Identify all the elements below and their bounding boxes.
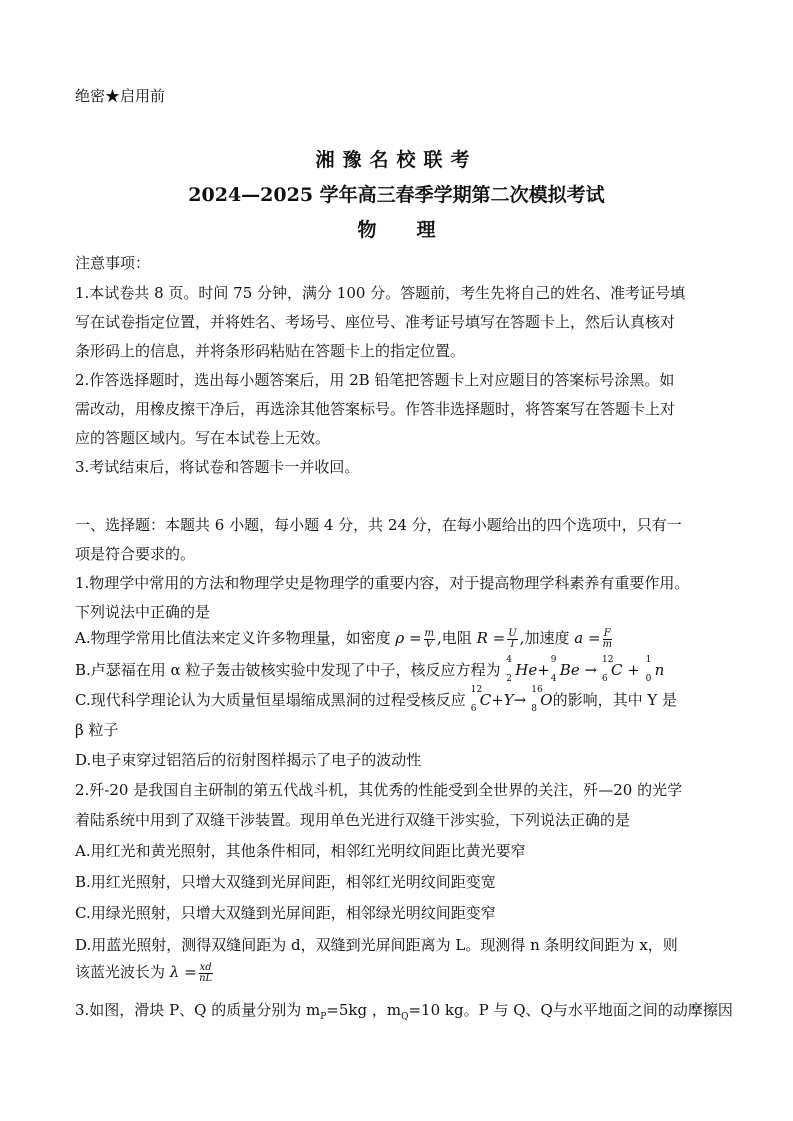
notice-heading: 注意事项： bbox=[75, 254, 151, 272]
q3-sub-p: P bbox=[320, 1012, 327, 1022]
secret-mark: 绝密★启用前 bbox=[75, 87, 166, 105]
q2-d-text: 该蓝光波长为 bbox=[75, 963, 166, 981]
q2-option-d-1: D.用蓝光照射，测得双缝间距为 d，双缝到光屏间距离为 L。现测得 n 条明纹间距为 x，则 bbox=[75, 936, 678, 954]
q1-c-equation: 12 6 C+Y→ 16 8 O bbox=[470, 685, 553, 714]
q1-a-mid: ,电阻 bbox=[437, 629, 472, 647]
q2-stem-2: 着陆系统中用到了双缝干涉装置。现用单色光进行双缝干涉实验，下列说法正确的是 bbox=[75, 811, 631, 829]
q3-stem-1 bbox=[75, 1000, 733, 1027]
q2-option-a: A.用红光和黄光照射，其他条件相同，相邻红光明纹间距比黄光要窄 bbox=[75, 842, 526, 860]
q1-option-b bbox=[75, 655, 665, 684]
q1-a-r: R = bbox=[476, 629, 506, 647]
notice-line-5: 需改动，用橡皮擦干净后，再选涂其他答案标号。作答非选择题时，将答案写在答题卡上对 bbox=[75, 400, 676, 418]
q2-option-c: C.用绿光照射，只增大双缝到光屏间距，相邻绿光明纹间距变窄 bbox=[75, 904, 496, 922]
notice-line-6: 应的答题区域内。写在本试卷上无效。 bbox=[75, 429, 331, 447]
notice-line-2: 写在试卷指定位置，并将姓名、考场号、座位号、准考证号填写在答题卡上，然后认真核对 bbox=[75, 313, 676, 331]
q2-option-b: B.用红光照射，只增大双缝到光屏间距，相邻红光明纹间距变宽 bbox=[75, 873, 496, 891]
q1-a-acc: ,加速度 bbox=[519, 629, 570, 647]
q1-option-a bbox=[75, 628, 614, 650]
notice-line-1: 1.本试卷共 8 页。时间 75 分钟，满分 100 分。答题前，考生先将自己的姓名、准考证号填 bbox=[75, 284, 686, 302]
q1-a-r-frac: $\frac{U}{I}$ bbox=[508, 627, 517, 650]
notice-line-7: 3.考试结束后，将试卷和答题卡一并收回。 bbox=[75, 458, 360, 476]
subject-title: 物理 bbox=[357, 219, 476, 241]
section-intro-2: 项是符合要求的。 bbox=[75, 545, 196, 563]
q1-b-equation: 4 2 He+ 9 4 Be → 12 6 C + 1 0 n bbox=[506, 655, 665, 684]
q3-text-b: =5kg ，m bbox=[326, 1001, 402, 1019]
section-intro-1: 一、选择题：本题共 6 小题，每小题 4 分，共 24 分，在每小题给出的四个选项中，只有一 bbox=[75, 516, 682, 534]
q3-text-a: 3.如图，滑块 P、Q 的质量分别为 m bbox=[75, 1001, 321, 1019]
q1-stem-2: 下列说法中正确的是 bbox=[75, 603, 211, 621]
exam-org-title: 湘豫名校联考 bbox=[315, 149, 478, 171]
q1-a-text: A.物理学常用比值法来定义许多物理量，如密度 bbox=[75, 629, 391, 647]
q1-option-c-cont: β 粒子 bbox=[75, 721, 119, 739]
q1-c-text-1: C.现代科学理论认为大质量恒星塌缩成黑洞的过程受核反应 bbox=[75, 691, 466, 709]
q1-a-a-frac: $\frac{F}{m}$ bbox=[602, 627, 612, 650]
q2-d-frac: $\frac{xd}{nL}$ bbox=[199, 961, 213, 984]
q1-a-rho-frac: $\frac{m}{V}$ bbox=[424, 627, 435, 650]
q1-option-d: D.电子束穿过铝箔后的衍射图样揭示了电子的波动性 bbox=[75, 751, 422, 769]
q1-stem-1: 1.物理学中常用的方法和物理学史是物理学的重要内容，对于提高物理学科素养有重要作用。 bbox=[75, 574, 690, 592]
q1-option-c bbox=[75, 685, 678, 714]
q2-stem-1: 2.歼-20 是我国自主研制的第五代战斗机，其优秀的性能受到全世界的关注，歼—20 的光学 bbox=[75, 781, 683, 799]
notice-line-3: 条形码上的信息，并将条形码粘贴在答题卡上的指定位置。 bbox=[75, 342, 466, 360]
q1-b-text: B.卢瑟福在用 α 粒子轰击铍核实验中发现了中子，核反应方程为 bbox=[75, 661, 501, 679]
q1-c-text-2: 的影响，其中 Y 是 bbox=[552, 691, 678, 709]
q3-sub-q: Q bbox=[401, 1012, 409, 1022]
q2-option-d-2 bbox=[75, 962, 215, 984]
q2-d-lambda: λ = bbox=[169, 963, 197, 981]
q1-a-rho: ρ = bbox=[395, 629, 422, 647]
exam-title: 2024—2025 学年高三春季学期第二次模拟考试 bbox=[188, 184, 605, 206]
q1-a-a: a = bbox=[574, 629, 601, 647]
q3-text-c: =10 kg。P 与 Q、Q与水平地面之间的动摩擦因 bbox=[408, 1001, 733, 1019]
notice-line-4: 2.作答选择题时，选出每小题答案后，用 2B 铅笔把答题卡上对应题目的答案标号涂黑。如 bbox=[75, 371, 675, 389]
